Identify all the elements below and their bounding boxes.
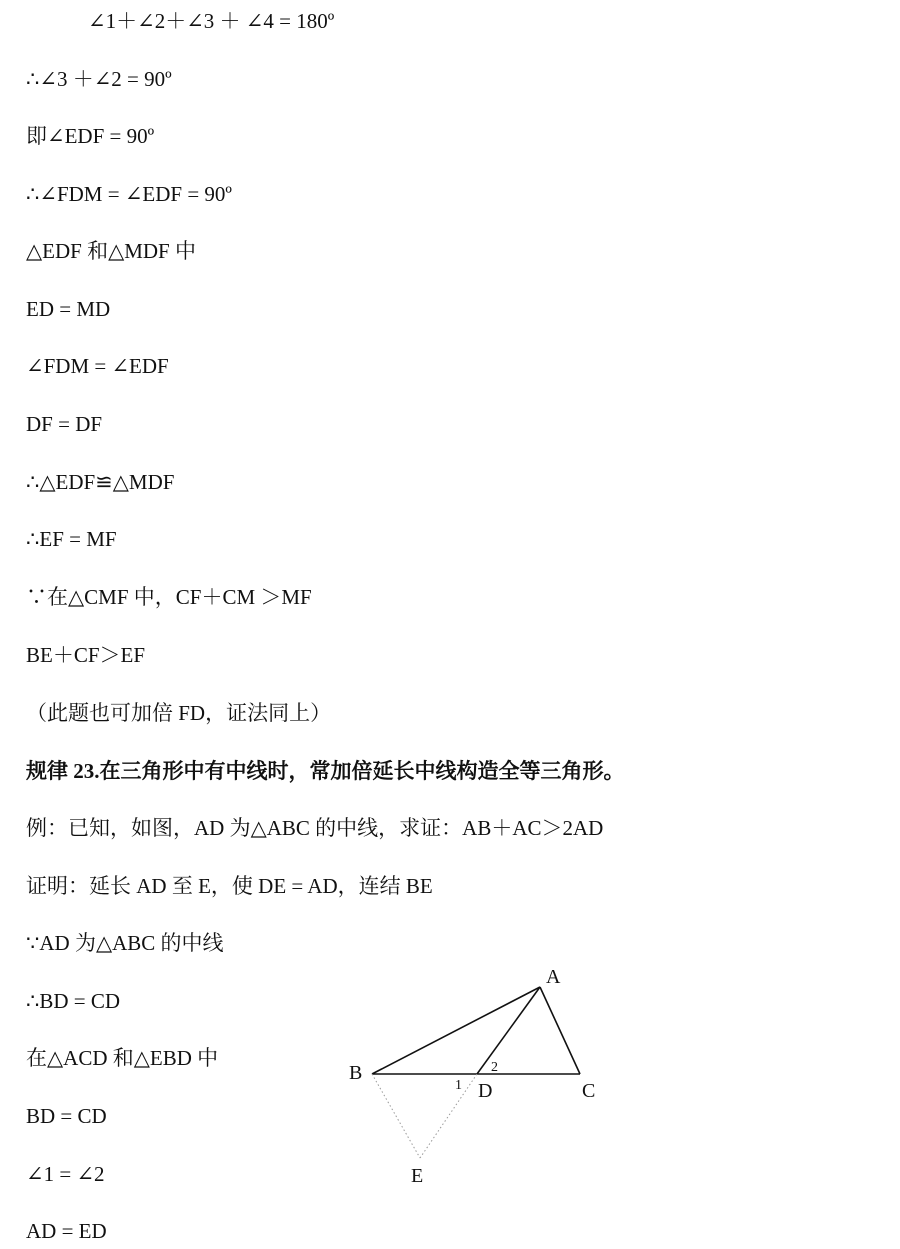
line-example: 例：已知，如图，AD 为△ABC 的中线，求证：AB＋AC＞2AD <box>26 816 604 840</box>
line-congruent: ∴△EDF≌△MDF <box>26 470 175 494</box>
triangle-figure <box>340 960 620 1190</box>
line-ed-md: ED = MD <box>26 297 111 321</box>
line-ad-median: ∵AD 为△ABC 的中线 <box>26 931 224 955</box>
segment-ad <box>477 987 540 1074</box>
line-ef-mf: ∴EF = MF <box>26 527 117 551</box>
line-triangles-acd-ebd: 在△ACD 和△EBD 中 <box>26 1046 219 1070</box>
label-a: A <box>546 966 561 988</box>
line-bd-cd: ∴BD = CD <box>26 989 121 1013</box>
segment-de <box>420 1074 477 1158</box>
label-e: E <box>411 1165 424 1187</box>
line-angle-3-plus-2: ∴∠3 ＋∠2 = 90º <box>26 67 172 91</box>
line-triangle-cmf: ∵在△CMF 中，CF＋CM ＞MF <box>26 585 312 609</box>
line-triangles-edf-mdf: △EDF 和△MDF 中 <box>26 239 196 263</box>
line-ad-ed: AD = ED <box>26 1219 107 1243</box>
line-angle-edf-90: 即∠EDF = 90º <box>26 124 155 148</box>
label-angle-1: 1 <box>455 1078 462 1093</box>
line-angle-fdm-edf: ∴∠FDM = ∠EDF = 90º <box>26 182 232 206</box>
label-angle-2: 2 <box>491 1060 498 1075</box>
segment-ac <box>540 987 580 1074</box>
line-bd-cd-2: BD = CD <box>26 1104 107 1128</box>
segment-be <box>372 1074 420 1158</box>
line-note: （此题也可加倍 FD，证法同上） <box>26 701 332 725</box>
label-c: C <box>582 1080 596 1102</box>
label-d: D <box>478 1080 493 1102</box>
line-angle-1-2: ∠1 = ∠2 <box>26 1162 105 1186</box>
line-be-cf-ef: BE＋CF＞EF <box>26 643 146 667</box>
segment-ab <box>372 987 540 1074</box>
line-df-df: DF = DF <box>26 412 103 436</box>
line-angle-fdm-eq-edf: ∠FDM = ∠EDF <box>26 354 169 378</box>
label-b: B <box>349 1062 363 1084</box>
line-proof: 证明：延长 AD 至 E，使 DE = AD，连结 BE <box>26 874 433 898</box>
line-rule-23: 规律 23.在三角形中有中线时，常加倍延长中线构造全等三角形。 <box>26 759 625 783</box>
line-angle-sum-180: ∠1＋∠2＋∠3 ＋ ∠4 = 180º <box>88 9 335 33</box>
